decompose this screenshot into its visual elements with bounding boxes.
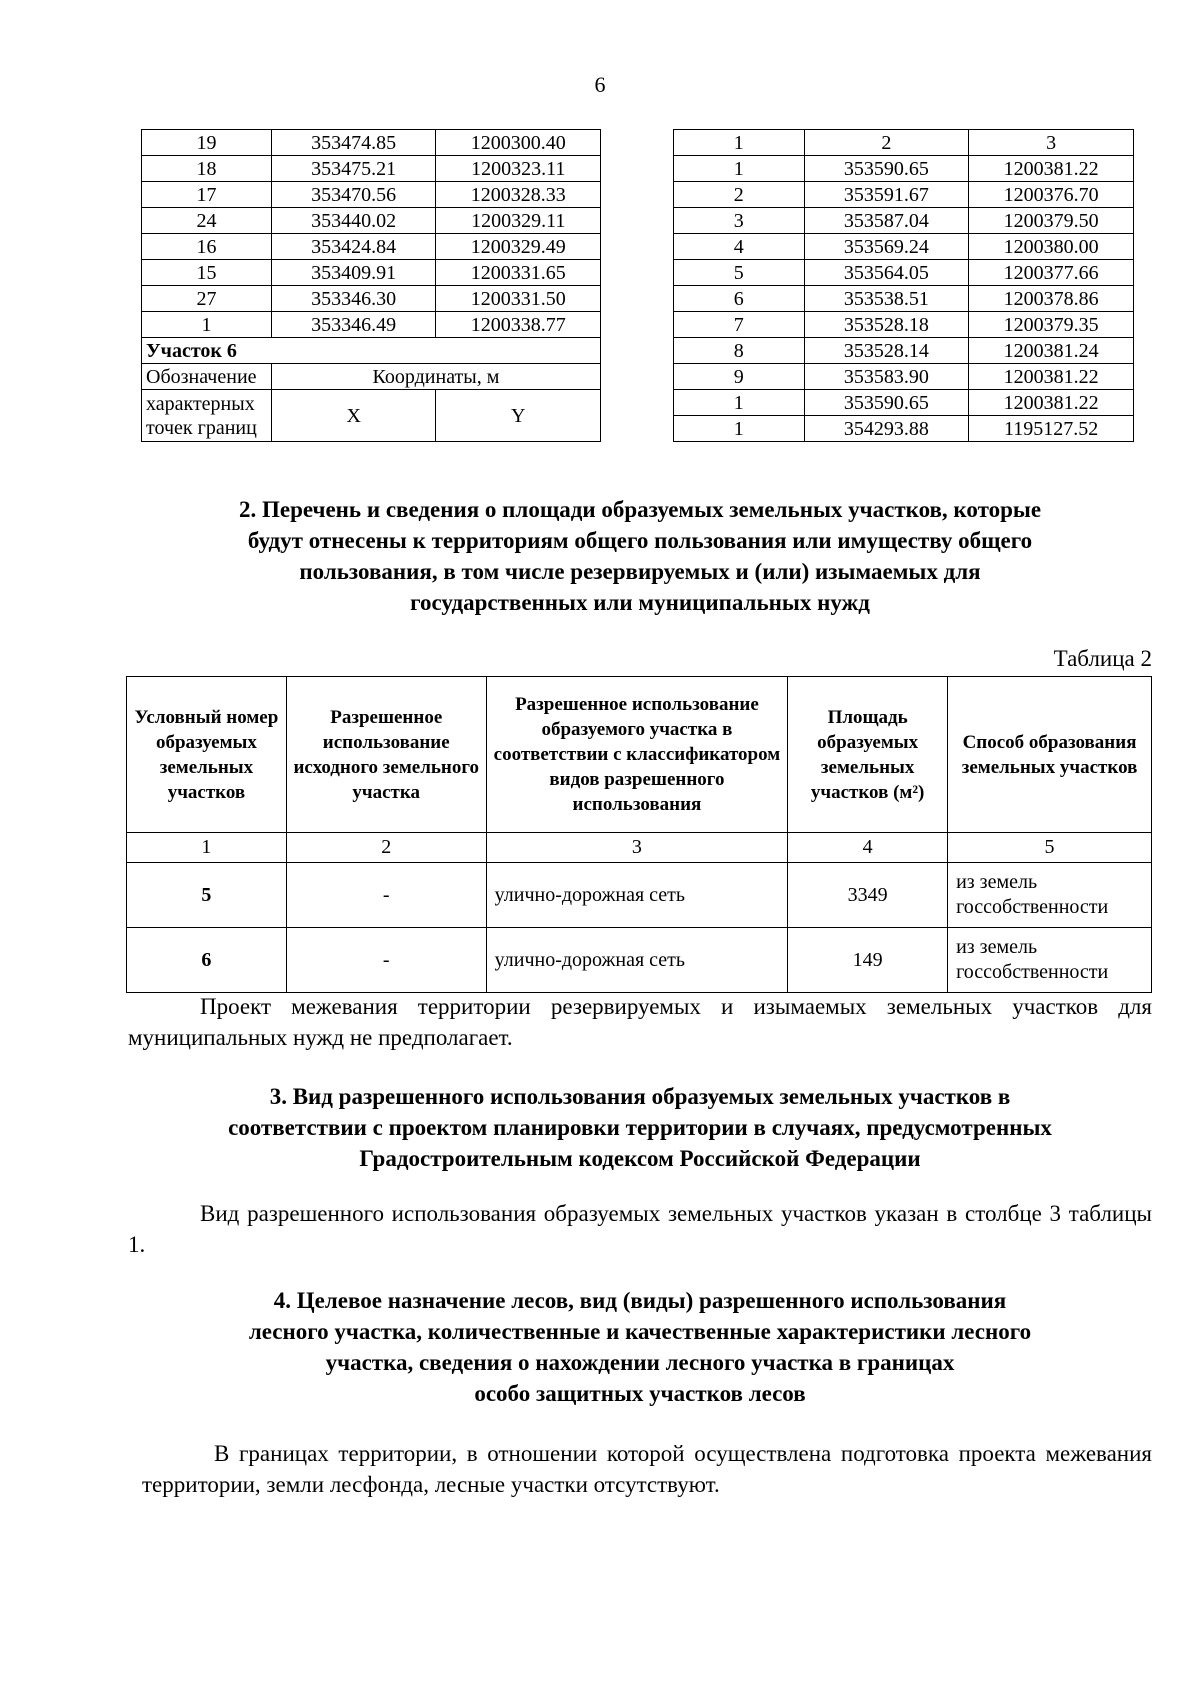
table-row: 15 353409.91 1200331.65 <box>142 260 601 286</box>
section-3-heading: 3. Вид разрешенного использования образуемых земельных участков в соответствии с проектом планировки территории в случаях, предусмотренных Градостроительным кодексом Российской Федерации <box>228 1084 1052 1171</box>
table-row: 1 353346.49 1200338.77 <box>142 312 601 338</box>
table-row: 6 353538.51 1200378.86 <box>674 286 1134 312</box>
table-row: 24 353440.02 1200329.11 <box>142 208 601 234</box>
table-row: 1 354293.88 1195127.52 <box>674 416 1134 442</box>
designation-header-cont: характерных точек границ <box>142 390 272 442</box>
column-header: Площадь образуемых земельных участков (м²) <box>788 677 948 833</box>
y-header: Y <box>436 390 601 442</box>
column-numbers-row: 1 2 3 4 5 <box>127 833 1152 863</box>
section-4-heading: 4. Целевое назначение лесов, вид (виды) разрешенного использования лесного участка, количественные и качественные характеристики лесного участка, сведения о нахождении лесного участка в границах особо защитных участков лесов <box>248 1288 1032 1406</box>
table-2 <box>126 676 1152 993</box>
plot-label: Участок 6 <box>142 338 601 364</box>
table-row: 2 353591.67 1200376.70 <box>674 182 1134 208</box>
header-row <box>142 364 601 390</box>
column-header: Условный номер образуемых земельных участков <box>127 677 287 833</box>
table-row: 9 353583.90 1200381.22 <box>674 364 1134 390</box>
section-4-text: В границах территории, в отношении которой осуществлена подготовка проекта межевания территории, земли лесфонда, лесные участки отсутствуют. <box>142 1441 1152 1497</box>
designation-header: Обозначение <box>142 364 272 390</box>
page-number: 6 <box>594 72 606 97</box>
column-header: Способ образования земельных участков <box>948 677 1152 833</box>
table-row: 18 353475.21 1200323.11 <box>142 156 601 182</box>
table-row: 3 353587.04 1200379.50 <box>674 208 1134 234</box>
table-row: 8 353528.14 1200381.24 <box>674 338 1134 364</box>
table-row: 17 353470.56 1200328.33 <box>142 182 601 208</box>
table-row: 1 2 3 <box>674 130 1134 156</box>
x-header: X <box>271 390 436 442</box>
header-row <box>127 677 1152 833</box>
section-label-row <box>142 338 601 364</box>
table-row: 1 353590.65 1200381.22 <box>674 390 1134 416</box>
section-2-note: Проект межевания территории резервируемых и изымаемых земельных участков для муниципальных нужд не предполагает. <box>128 994 1152 1050</box>
table-row: 16 353424.84 1200329.49 <box>142 234 601 260</box>
coords-header: Координаты, м <box>271 364 600 390</box>
table-row: 4 353569.24 1200380.00 <box>674 234 1134 260</box>
header-row <box>142 390 601 442</box>
table-row: 6 - улично-дорожная сеть 149 из земель госсобственности <box>127 928 1152 993</box>
table-row: 7 353528.18 1200379.35 <box>674 312 1134 338</box>
column-header: Разрешенное использование образуемого участка в соответствии с классификатором видов разрешенного использования <box>486 677 788 833</box>
table-row: 5 - улично-дорожная сеть 3349 из земель госсобственности <box>127 863 1152 928</box>
section-2-heading: 2. Перечень и сведения о площади образуемых земельных участков, которые будут отнесены к территориям общего пользования или имуществу общего пользования, в том числе резервируемых и (или) изымаемых для государственных или муниципальных нужд <box>238 497 1042 615</box>
table-row: 1 353590.65 1200381.22 <box>674 156 1134 182</box>
left-coordinates-table <box>141 129 601 442</box>
section-3-text: Вид разрешенного использования образуемых земельных участков указан в столбце 3 таблицы 1. <box>128 1201 1152 1257</box>
table-row: 27 353346.30 1200331.50 <box>142 286 601 312</box>
right-coordinates-table <box>673 129 1134 442</box>
table-caption: Таблица 2 <box>1053 646 1152 671</box>
table-row: 19 353474.85 1200300.40 <box>142 130 601 156</box>
table-row: 5 353564.05 1200377.66 <box>674 260 1134 286</box>
column-header: Разрешенное использование исходного земельного участка <box>286 677 486 833</box>
